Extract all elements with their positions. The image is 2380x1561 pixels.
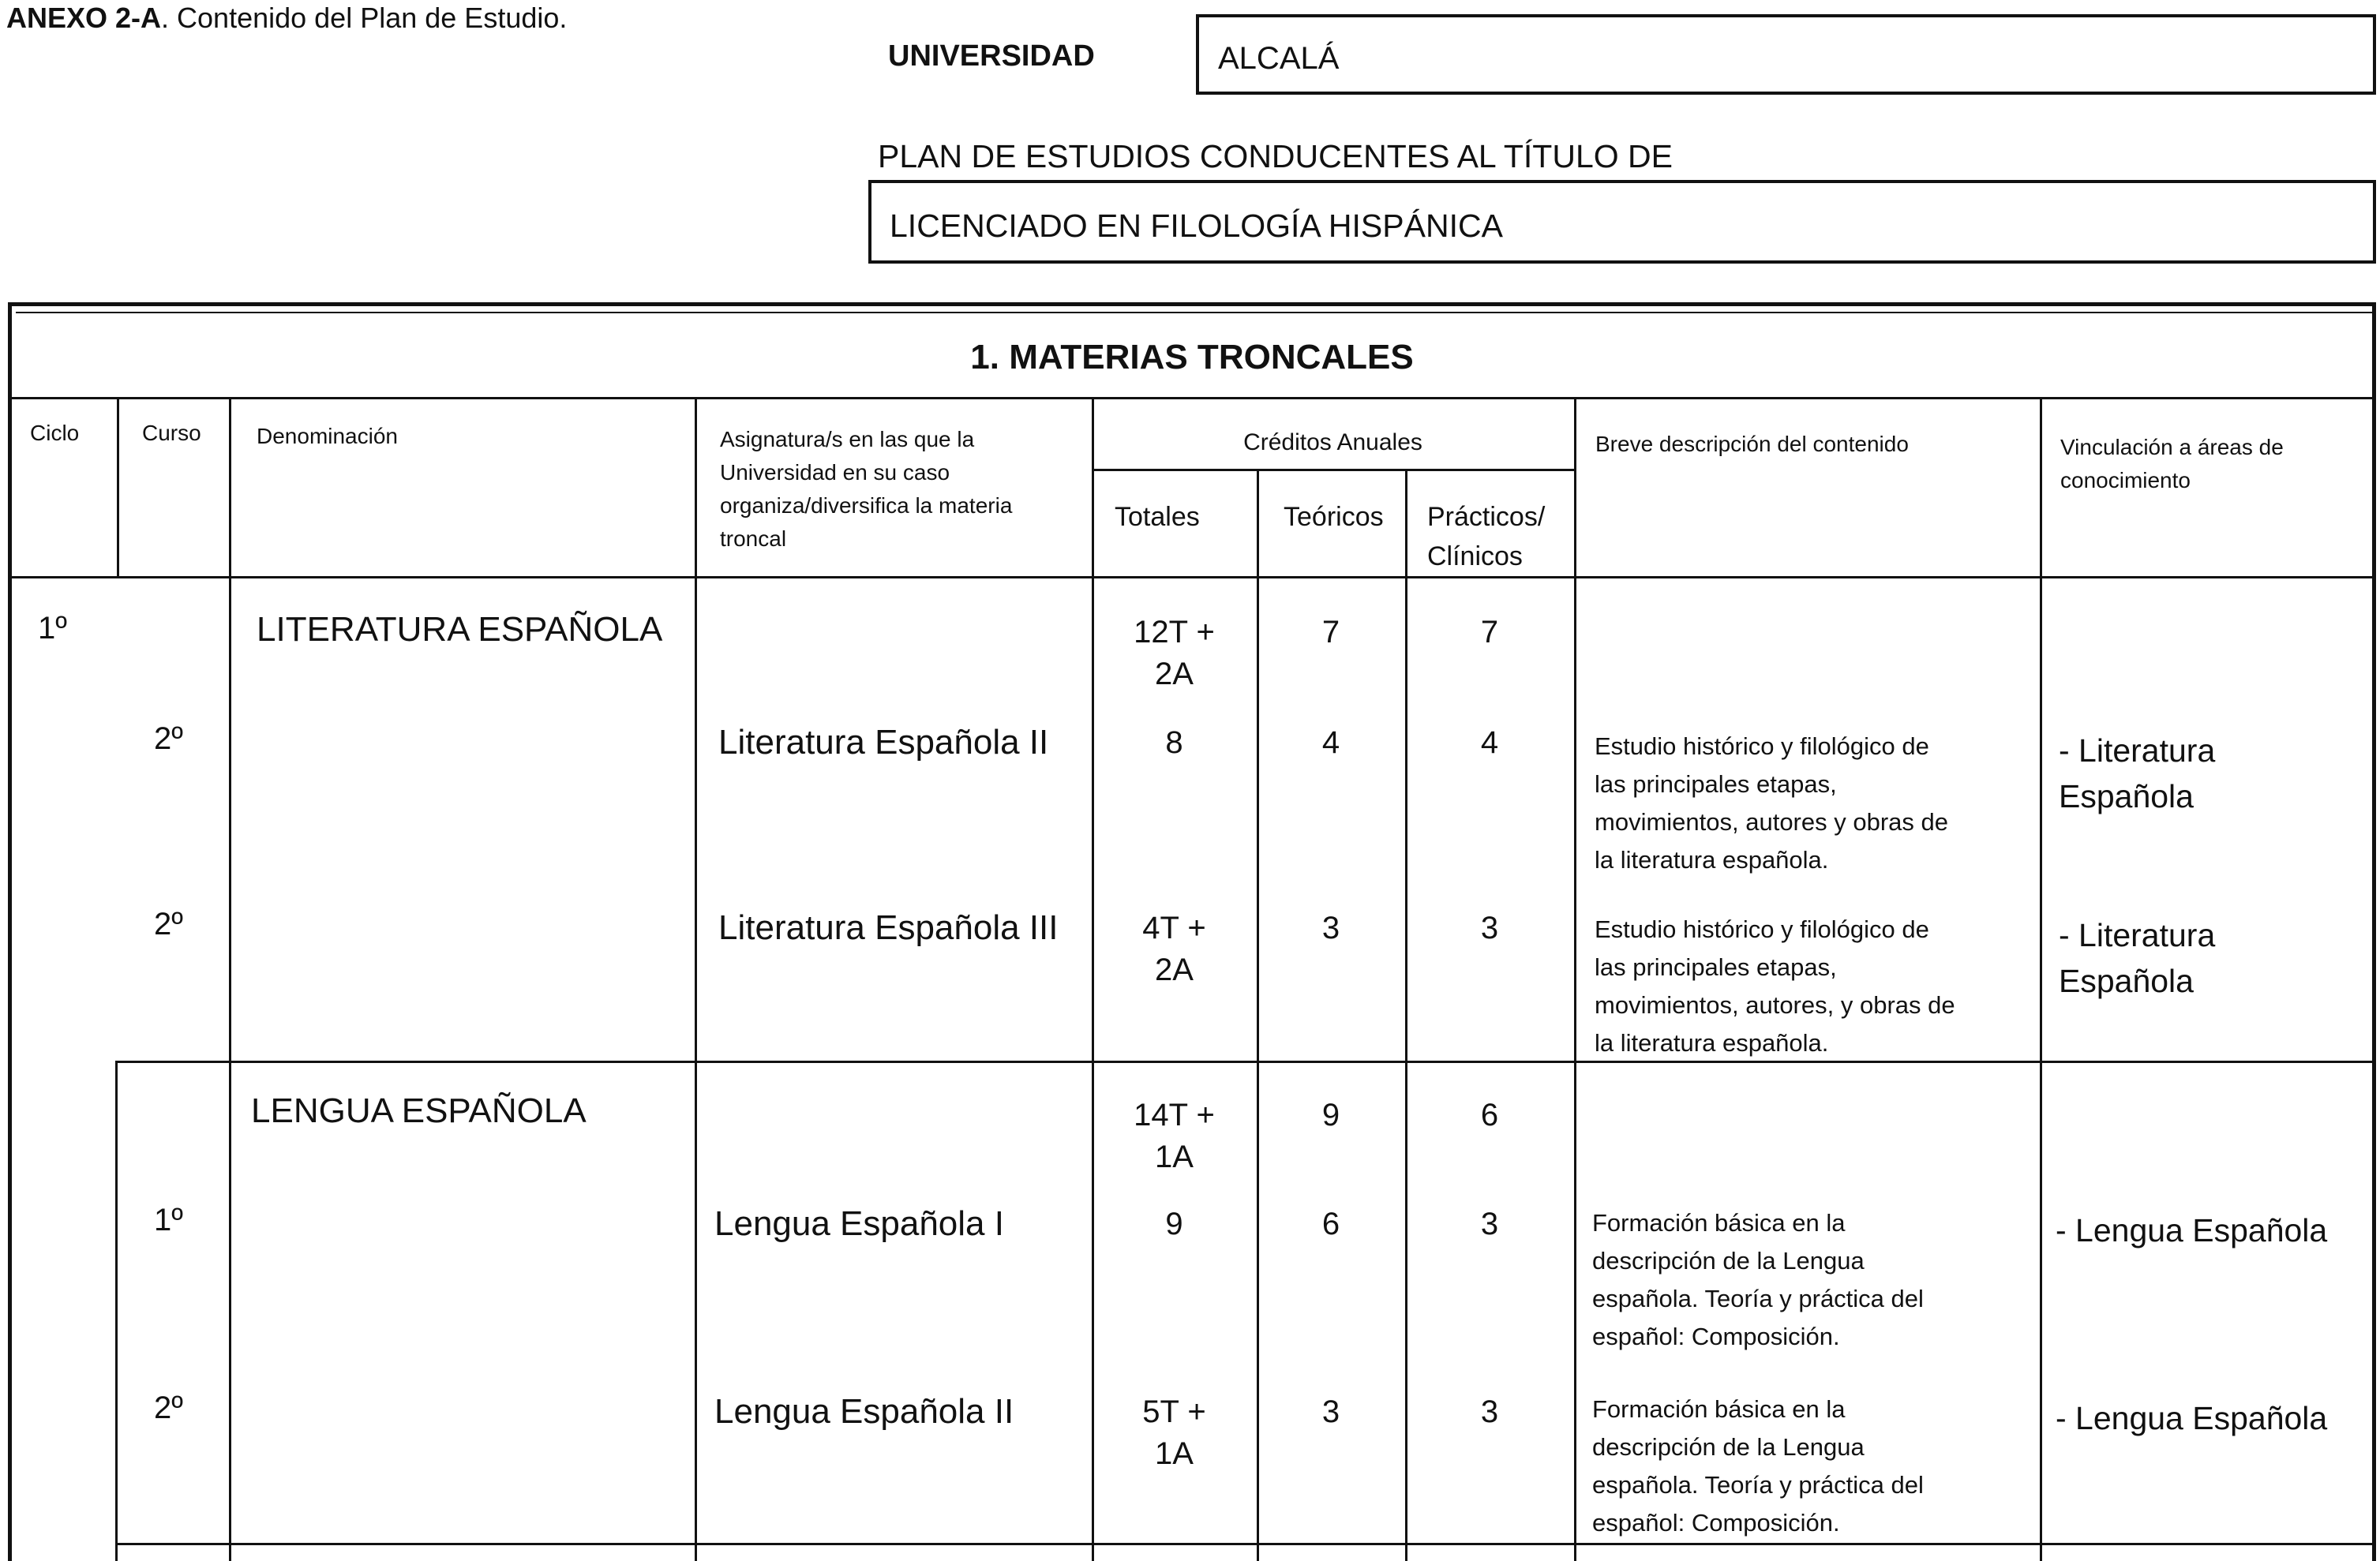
- row-lit-ciclo: 1º: [38, 611, 67, 646]
- row-lit3-desc-1: Estudio histórico y filológico de: [1595, 915, 1929, 943]
- university-value: ALCALÁ: [1218, 41, 1340, 76]
- col-header-ciclo: Ciclo: [30, 421, 80, 445]
- row-lit3-curso: 2º: [154, 907, 183, 941]
- row-len-teoricos: 9: [1321, 1098, 1340, 1132]
- col-header-asignatura-1: Asignatura/s en las que la: [720, 427, 975, 451]
- row-len2-desc-4: español: Composición.: [1592, 1509, 1840, 1537]
- row-lit2-teoricos: 4: [1321, 725, 1340, 760]
- row-len1-desc-1: Formación básica en la: [1592, 1209, 1846, 1237]
- row-len2-area: - Lengua Española: [2056, 1400, 2328, 1436]
- row-lit-totales-1: 12T +: [1134, 615, 1215, 649]
- row-lit3-asignatura: Literatura Española III: [718, 908, 1059, 947]
- row-lit3-area-2: Española: [2059, 963, 2194, 999]
- plan-title: LICENCIADO EN FILOLOGÍA HISPÁNICA: [890, 208, 1503, 244]
- row-lit3-totales-1: 4T +: [1142, 911, 1206, 945]
- col-line-ciclo: [117, 397, 119, 576]
- row-lit3-totales-2: 2A: [1155, 953, 1194, 987]
- row-lit3-desc-2: las principales etapas,: [1595, 953, 1837, 981]
- col-line-denominacion: [695, 397, 697, 1561]
- row-lit2-desc-1: Estudio histórico y filológico de: [1595, 732, 1929, 760]
- row-lit-totales-2: 2A: [1155, 657, 1194, 691]
- col-header-vinculacion-2: conocimiento: [2060, 468, 2191, 492]
- col-header-curso: Curso: [142, 421, 201, 445]
- annex-text: . Contenido del Plan de Estudio.: [161, 2, 568, 34]
- col-header-descripcion: Breve descripción del contenido: [1595, 432, 1909, 456]
- row-len1-desc-3: española. Teoría y práctica del: [1592, 1285, 1924, 1312]
- row-lit3-practicos: 3: [1480, 911, 1499, 945]
- table-bottom-line: [115, 1543, 2376, 1545]
- annex-heading: [6, 0, 567, 36]
- header-top-line: [8, 397, 2376, 399]
- row-len1-desc-4: español: Composición.: [1592, 1323, 1840, 1350]
- row-len2-totales-1: 5T +: [1142, 1394, 1206, 1429]
- row-len-denominacion: LENGUA ESPAÑOLA: [251, 1091, 587, 1130]
- row-len1-practicos: 3: [1480, 1207, 1499, 1241]
- col-header-creditos: Créditos Anuales: [1243, 429, 1422, 455]
- row-len2-desc-2: descripción de la Lengua: [1592, 1433, 1865, 1461]
- row-lit2-area-1: - Literatura: [2059, 732, 2216, 769]
- row-len-totales-1: 14T +: [1134, 1098, 1215, 1132]
- col-line-ciclo-lower: [115, 1061, 118, 1561]
- row-lit2-area-2: Española: [2059, 778, 2194, 814]
- col-header-vinculacion-1: Vinculación a áreas de: [2060, 435, 2284, 459]
- row-lit-teoricos: 7: [1321, 615, 1340, 649]
- row-len1-asignatura: Lengua Española I: [714, 1204, 1004, 1243]
- row-lit2-desc-2: las principales etapas,: [1595, 770, 1837, 798]
- row-lit2-asignatura: Literatura Española II: [718, 723, 1049, 762]
- col-header-teoricos: Teóricos: [1284, 502, 1384, 532]
- row-len2-curso: 2º: [154, 1391, 183, 1425]
- row-len1-desc-2: descripción de la Lengua: [1592, 1247, 1865, 1275]
- row-lit3-area-1: - Literatura: [2059, 917, 2216, 953]
- row-lit2-practicos: 4: [1480, 725, 1499, 760]
- row-len2-desc-3: española. Teoría y práctica del: [1592, 1471, 1924, 1499]
- col-header-practicos-1: Prácticos/: [1427, 502, 1546, 532]
- credits-subheader-line: [1092, 469, 1574, 471]
- col-header-denominacion: Denominación: [257, 424, 398, 448]
- row-len2-desc-1: Formación básica en la: [1592, 1395, 1846, 1423]
- row-lit-practicos: 7: [1480, 615, 1499, 649]
- university-box: [1196, 14, 2376, 95]
- row-lit3-desc-4: la literatura española.: [1595, 1029, 1829, 1057]
- table-top-rule: [16, 312, 2376, 313]
- col-header-asignatura-3: organiza/diversifica la materia: [720, 493, 1013, 518]
- row-len2-asignatura: Lengua Española II: [714, 1392, 1014, 1431]
- row-len-totales-2: 1A: [1155, 1140, 1194, 1174]
- row-len1-teoricos: 6: [1321, 1207, 1340, 1241]
- col-line-curso: [229, 397, 231, 1561]
- row-len2-practicos: 3: [1480, 1394, 1499, 1429]
- row-lit3-desc-3: movimientos, autores, y obras de: [1595, 991, 1955, 1019]
- row-len1-area: - Lengua Española: [2056, 1212, 2328, 1248]
- row-lit2-desc-4: la literatura española.: [1595, 846, 1829, 874]
- row-lit3-teoricos: 3: [1321, 911, 1340, 945]
- row-len1-curso: 1º: [154, 1203, 183, 1237]
- plan-label: PLAN DE ESTUDIOS CONDUCENTES AL TÍTULO DE: [878, 138, 1673, 174]
- section-title: 1. MATERIAS TRONCALES: [970, 338, 1414, 376]
- row-len1-totales: 9: [1165, 1207, 1183, 1241]
- col-header-totales: Totales: [1115, 502, 1200, 532]
- row-len2-totales-2: 1A: [1155, 1436, 1194, 1471]
- annex-code: ANEXO 2-A: [6, 2, 162, 34]
- col-header-asignatura-2: Universidad en su caso: [720, 460, 950, 485]
- row-len2-teoricos: 3: [1321, 1394, 1340, 1429]
- row-lit2-desc-3: movimientos, autores y obras de: [1595, 808, 1948, 836]
- col-header-asignatura-4: troncal: [720, 526, 787, 551]
- row-len-practicos: 6: [1480, 1098, 1499, 1132]
- university-label: UNIVERSIDAD: [888, 39, 1095, 73]
- col-line-practicos: [1574, 397, 1576, 1561]
- col-header-practicos-2: Clínicos: [1427, 541, 1523, 571]
- row-lit-denominacion: LITERATURA ESPAÑOLA: [257, 610, 663, 649]
- row-lit2-curso: 2º: [154, 721, 183, 756]
- header-bottom-line: [8, 576, 2376, 578]
- row-lit2-totales: 8: [1165, 725, 1183, 760]
